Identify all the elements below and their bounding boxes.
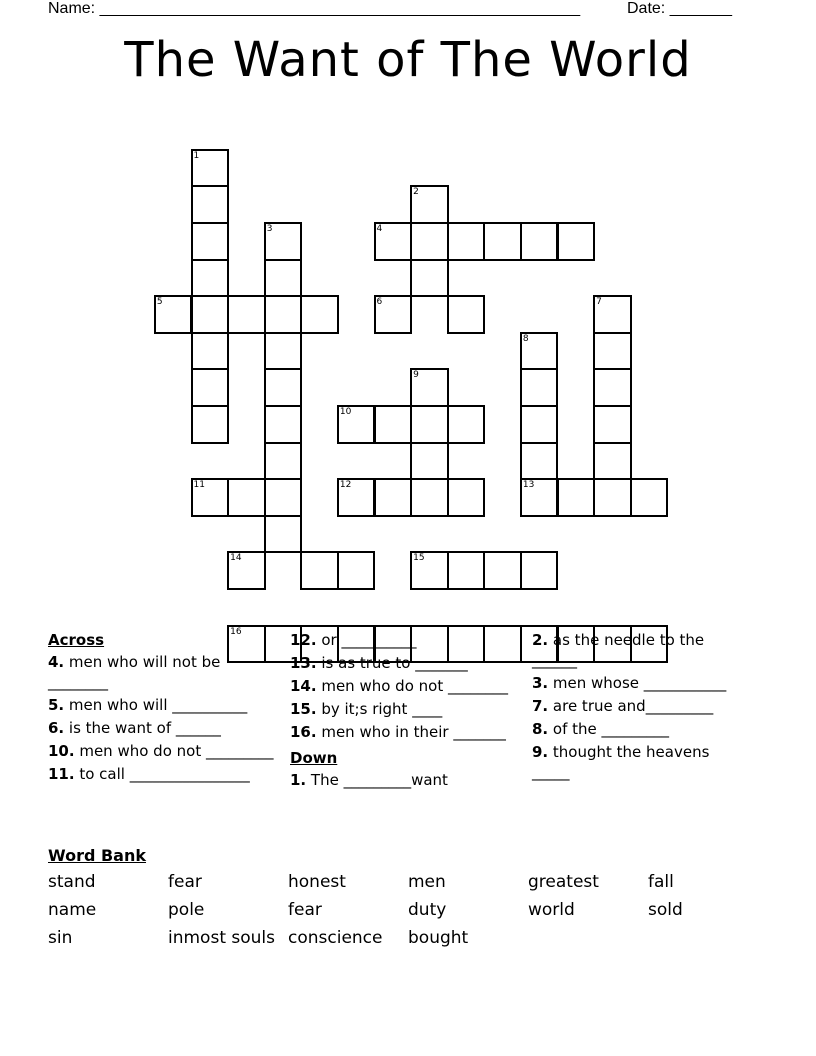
grid-cell[interactable] — [264, 478, 303, 517]
cell-number: 6 — [376, 297, 383, 308]
word-bank-word: duty — [408, 900, 447, 920]
clue-number: 16. — [290, 723, 317, 741]
grid-cell[interactable] — [410, 185, 449, 224]
clue-number: 8. — [532, 720, 549, 738]
clue-number: 10. — [48, 742, 75, 760]
cell-number: 4 — [376, 224, 383, 234]
clue-text: men who do not _________ — [74, 742, 274, 760]
grid-cell[interactable] — [264, 442, 303, 481]
clue-number: 15. — [290, 700, 317, 718]
word-bank-word: bought — [408, 928, 469, 948]
grid-cell[interactable] — [264, 515, 303, 554]
grid-cell[interactable] — [520, 551, 559, 590]
grid-cell[interactable] — [264, 222, 303, 261]
grid-cell[interactable] — [410, 442, 449, 481]
grid-cell[interactable] — [337, 405, 376, 444]
clue — [48, 741, 278, 761]
cell-number: 10 — [339, 407, 352, 417]
grid-cell[interactable] — [593, 442, 632, 481]
grid-cell[interactable] — [447, 222, 486, 261]
grid-cell[interactable] — [593, 295, 632, 334]
grid-cell[interactable] — [630, 478, 669, 517]
grid-cell[interactable] — [264, 405, 303, 444]
grid-cell[interactable] — [520, 222, 559, 261]
clue-number: 4. — [48, 653, 65, 671]
clue — [290, 653, 515, 673]
clue-text: of the _________ — [548, 720, 670, 738]
grid-cell[interactable] — [191, 222, 230, 261]
word-bank-word: sin — [48, 928, 73, 948]
grid-cell[interactable] — [227, 551, 266, 590]
grid-cell[interactable] — [483, 222, 522, 261]
clue — [532, 630, 732, 670]
word-bank-word: name — [48, 900, 97, 920]
grid-cell[interactable] — [300, 551, 339, 590]
grid-cell[interactable] — [191, 405, 230, 444]
grid-cell[interactable] — [410, 368, 449, 407]
grid-cell[interactable] — [191, 368, 230, 407]
grid-cell[interactable] — [191, 332, 230, 371]
grid-cell[interactable] — [374, 295, 413, 334]
cell-number: 9 — [413, 370, 419, 381]
grid-cell[interactable] — [191, 478, 230, 517]
clue-text: by it;s right ____ — [316, 700, 443, 718]
word-bank-word: inmost souls — [168, 928, 275, 948]
word-bank-word: fear — [168, 872, 202, 892]
clue — [532, 719, 732, 739]
clue-number: 12. — [290, 631, 317, 649]
grid-cell[interactable] — [520, 442, 559, 481]
clue-text: men who will __________ — [64, 696, 248, 714]
clue-number: 14. — [290, 677, 317, 695]
clue-text: thought the heavens _____ — [532, 743, 710, 781]
grid-cell[interactable] — [191, 259, 230, 298]
grid-cell[interactable] — [300, 295, 339, 334]
across-heading: Across — [48, 631, 105, 649]
clue-text: men who will not be ________ — [48, 653, 221, 691]
grid-cell[interactable] — [410, 551, 449, 590]
cell-number: 15 — [413, 553, 425, 564]
clue-number: 6. — [48, 719, 65, 737]
word-bank-word: men — [408, 872, 446, 892]
grid-cell[interactable] — [337, 478, 376, 517]
cell-number: 13 — [522, 480, 535, 491]
date-line: _______ — [669, 0, 732, 17]
clue-number: 3. — [532, 674, 549, 692]
clue — [48, 764, 278, 784]
grid-cell[interactable] — [374, 405, 413, 444]
grid-cell[interactable] — [447, 295, 486, 334]
clue — [532, 696, 732, 716]
clue — [290, 630, 515, 650]
clue — [48, 718, 278, 738]
grid-cell[interactable] — [483, 551, 522, 590]
grid-cell[interactable] — [154, 295, 193, 334]
down-heading: Down — [290, 749, 338, 767]
clue-text: men who do not ________ — [316, 677, 508, 695]
middle-clues — [290, 630, 515, 793]
grid-cell[interactable] — [410, 405, 449, 444]
grid-cell[interactable] — [374, 222, 413, 261]
grid-cell[interactable] — [447, 405, 486, 444]
grid-cell[interactable] — [264, 295, 303, 334]
clue-text: as the needle to the ______ — [532, 631, 705, 669]
grid-cell[interactable] — [264, 259, 303, 298]
grid-cell[interactable] — [520, 405, 559, 444]
clue-text: to call ________________ — [74, 765, 250, 783]
cell-number: 7 — [596, 297, 602, 308]
clue-text: is the want of ______ — [64, 719, 221, 737]
right-clues — [532, 630, 732, 785]
clue — [48, 695, 278, 715]
grid-cell[interactable] — [337, 551, 376, 590]
clue-text: are true and_________ — [548, 697, 714, 715]
word-bank-word: fall — [648, 872, 674, 892]
grid-cell[interactable] — [410, 478, 449, 517]
grid-cell[interactable] — [191, 149, 230, 188]
cell-number: 16 — [230, 626, 242, 637]
clue — [290, 722, 515, 742]
grid-cell[interactable] — [593, 405, 632, 444]
cell-number: 12 — [339, 480, 352, 491]
clue-number: 2. — [532, 631, 549, 649]
grid-cell[interactable] — [447, 551, 486, 590]
word-bank-word: sold — [648, 900, 683, 920]
clue-number: 7. — [532, 697, 549, 715]
clue-text: The _________want — [306, 771, 448, 789]
word-bank-word: conscience — [288, 928, 383, 948]
clue-text: is as true to _______ — [316, 654, 468, 672]
grid-cell[interactable] — [264, 368, 303, 407]
clue — [290, 676, 515, 696]
grid-cell[interactable] — [264, 332, 303, 371]
grid-cell[interactable] — [447, 478, 486, 517]
word-bank-word: honest — [288, 872, 346, 892]
clue — [532, 742, 732, 782]
grid-cell[interactable] — [191, 185, 230, 224]
puzzle-title: The Want of The World — [124, 32, 692, 88]
grid-cell[interactable] — [191, 295, 230, 334]
clue — [532, 673, 732, 693]
grid-cell[interactable] — [520, 332, 559, 371]
word-bank-word: fear — [288, 900, 322, 920]
cell-number: 3 — [266, 224, 273, 234]
name-label: Name: — [48, 0, 96, 17]
clue-text: men whose ___________ — [548, 674, 727, 692]
grid-cell[interactable] — [520, 368, 559, 407]
cell-number: 11 — [193, 480, 205, 491]
word-bank-word: pole — [168, 900, 205, 920]
grid-cell[interactable] — [593, 478, 632, 517]
cell-number: 1 — [193, 150, 200, 161]
clue — [290, 699, 515, 719]
grid-cell[interactable] — [593, 332, 632, 371]
grid-cell[interactable] — [227, 295, 266, 334]
clue-number: 13. — [290, 654, 317, 672]
clue-text: men who in their _______ — [316, 723, 506, 741]
name-line: ______________________________________________________ — [99, 0, 581, 17]
cell-number: 14 — [230, 553, 242, 564]
word-bank-word: stand — [48, 872, 96, 892]
cell-number: 8 — [522, 333, 529, 344]
grid-cell[interactable] — [410, 222, 449, 261]
clue-number: 9. — [532, 743, 549, 761]
word-bank-word: world — [528, 900, 575, 920]
cell-number: 2 — [413, 187, 419, 198]
clue — [48, 652, 278, 692]
word-bank-word: greatest — [528, 872, 599, 892]
grid-cell[interactable] — [227, 478, 266, 517]
clue-number: 1. — [290, 771, 307, 789]
grid-cell[interactable] — [520, 478, 559, 517]
grid-cell[interactable] — [557, 478, 596, 517]
grid-cell[interactable] — [593, 368, 632, 407]
across-clues — [48, 630, 278, 787]
clue-number: 5. — [48, 696, 65, 714]
grid-cell[interactable] — [557, 222, 596, 261]
cell-number: 5 — [156, 297, 163, 308]
grid-cell[interactable] — [374, 478, 413, 517]
clue-text: or __________ — [316, 631, 417, 649]
clue-number: 11. — [48, 765, 75, 783]
grid-cell[interactable] — [410, 259, 449, 298]
clue — [290, 770, 515, 790]
date-label: Date: — [627, 0, 666, 17]
word-bank-heading: Word Bank — [48, 846, 147, 865]
